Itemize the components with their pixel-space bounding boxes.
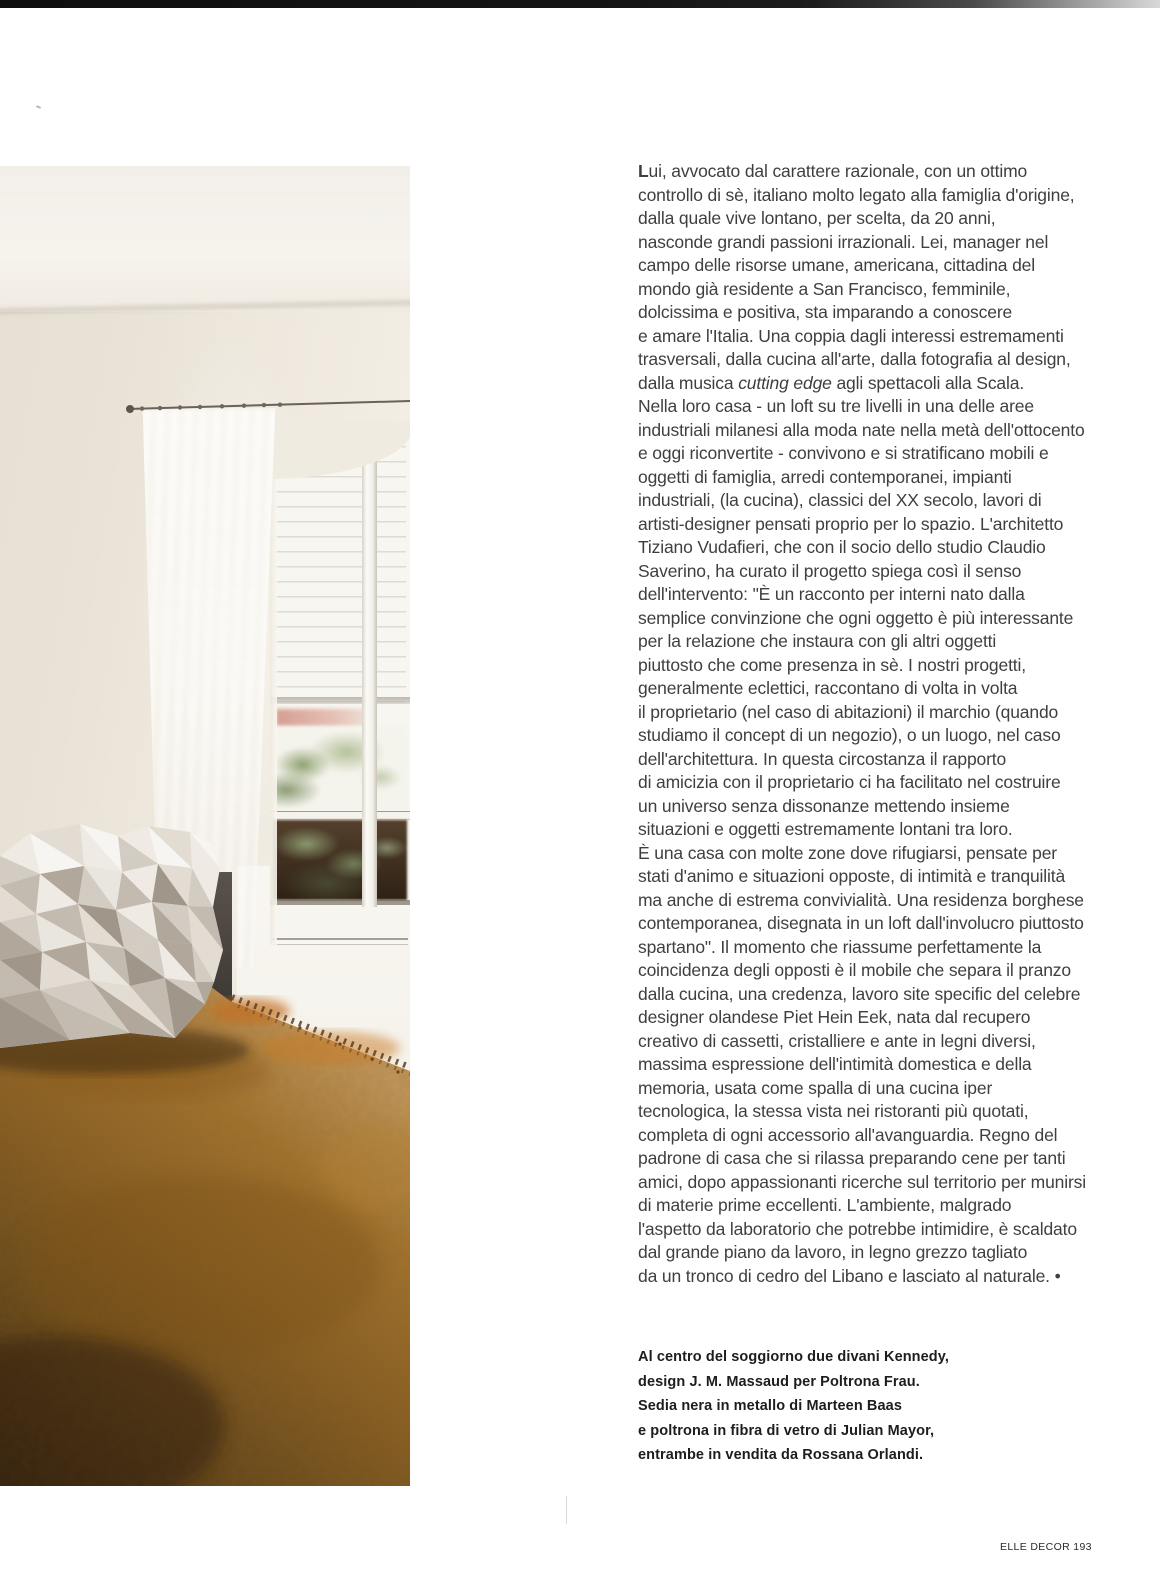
article-line: nasconde grandi passioni irrazionali. Lei, manager nel <box>638 231 1049 252</box>
caption-line: entrambe in vendita da Rossana Orlandi. <box>638 1447 924 1463</box>
text-segment: dalla musica <box>638 372 739 393</box>
article-line: il proprietario (nel caso di abitazioni) il marchio (quando <box>638 701 1059 722</box>
article-line: designer olandese Piet Hein Eek, nata dal recupero <box>638 1007 1031 1027</box>
photo-graphics <box>0 166 410 1486</box>
article-line: di materie prime eccellenti. L'ambiente, malgrado <box>638 1195 1012 1215</box>
article-line: Tiziano Vudafieri, che con il socio dello studio Claudio <box>638 537 1046 557</box>
article-line: industriali, (la cucina), classici del XX secolo, lavori di <box>638 490 1042 510</box>
footer-text: ELLE DECOR 193 <box>1000 1541 1092 1553</box>
article-line: dal grande piano da lavoro, in legno grezzo tagliato <box>638 1242 1028 1262</box>
article-line: stati d'animo e situazioni opposte, di intimità e tranquilità <box>638 866 1066 886</box>
page-footer <box>1000 1541 1092 1553</box>
article-line: amici, dopo appassionanti ricerche sul territorio per munirsi <box>638 1171 1086 1192</box>
article-line: trasversali, dalla cucina all'arte, dalla fotografia al design, <box>638 349 1071 369</box>
article-line: coincidenza degli opposti è il mobile che separa il pranzo <box>638 960 1071 980</box>
text-segment: cutting edge <box>738 372 832 393</box>
text-segment: ui, avvocato dal carattere razionale, con un ottimo <box>648 161 1028 181</box>
text-segment: L <box>638 161 649 181</box>
article-line: mondo già residente a San Francisco, femminile, <box>638 278 1011 299</box>
article-line: da un tronco di cedro del Libano e lasciato al naturale. • <box>638 1265 1061 1286</box>
article-line: dell'architettura. In questa circostanza il rapporto <box>638 748 1007 769</box>
article-body <box>638 160 1108 1288</box>
article-line: dalla quale vive lontano, per scelta, da 20 anni, <box>638 208 996 228</box>
article-line: semplice convinzione che ogni oggetto è più interessante <box>638 607 1074 628</box>
article-line: situazioni e oggetti estremamente lontani tra loro. <box>638 819 1013 839</box>
article-line: padrone di casa che si rilassa preparando cene per tanti <box>638 1148 1066 1168</box>
article-line: un universo senza dissonanze mettendo insieme <box>638 795 1010 816</box>
article-line: per la relazione che instaura con gli altri oggetti <box>638 631 997 651</box>
article-line: dalla cucina, una credenza, lavoro site specific del celebre <box>638 983 1081 1004</box>
article-line: tecnologica, la stessa vista nei ristoranti più quotati, <box>638 1101 1029 1121</box>
article-line: Saverino, ha curato il progetto spiega così il senso <box>638 560 1022 581</box>
article-line: industriali milanesi alla moda nate nella metà dell'ottocento <box>638 419 1085 440</box>
caption-line: e poltrona in fibra di vetro di Julian Mayor, <box>638 1422 935 1439</box>
article-line: campo delle risorse umane, americana, cittadina del <box>638 255 1036 275</box>
article-line: di amicizia con il proprietario ci ha facilitato nel costruire <box>638 772 1061 792</box>
article-line: massima espressione dell'intimità domestica e della <box>638 1054 1032 1074</box>
article-line: creativo di cassetti, cristalliere e ante in legni diversi, <box>638 1030 1036 1051</box>
article-line <box>638 160 1108 184</box>
article-line: e amare l'Italia. Una coppia dagli interessi estremamenti <box>638 325 1064 346</box>
article-line: È una casa con molte zone dove rifugiarsi, pensate per <box>638 842 1057 863</box>
caption-line <box>638 1468 1058 1493</box>
curtain-rod <box>126 401 410 413</box>
photo-caption <box>638 1345 1058 1492</box>
article-line: l'aspetto da laboratorio che potrebbe intimidire, è scaldato <box>638 1218 1077 1239</box>
article-line: memoria, usata come spalla di una cucina iper <box>638 1077 993 1098</box>
article-line: e oggi riconvertite - convivono e si stratificano mobili e <box>638 443 1049 463</box>
article-line: Nella loro casa - un loft su tre livelli in una delle aree <box>638 396 1034 416</box>
article-line: piuttosto che come presenza in sè. I nostri progetti, <box>638 654 1026 675</box>
article-line: dolcissima e positiva, sta imparando a conoscere <box>638 302 1013 322</box>
article-line: spartano". Il momento che riassume perfettamente la <box>638 936 1042 957</box>
caption-line: design J. M. Massaud per Poltrona Frau. <box>638 1373 920 1390</box>
article-line: completa di ogni accessorio all'avanguardia. Regno del <box>638 1124 1058 1145</box>
page-crease <box>566 1496 567 1524</box>
article-line: studiamo il concept di un negozio), o un luogo, nel caso <box>638 725 1061 745</box>
article-line <box>638 372 1108 396</box>
article-line: dell'intervento: "È un racconto per interni nato dalla <box>638 584 1025 604</box>
article-line: oggetti di famiglia, arredi contemporanei, impianti <box>638 466 1012 487</box>
article-line: contemporanea, disegnata in un loft dall'involucro piuttosto <box>638 913 1084 933</box>
top-bleed-bar <box>0 0 1160 8</box>
text-segment: agli spettacoli alla Scala. <box>831 372 1025 393</box>
article-line: ma anche di estrema convivialità. Una residenza borghese <box>638 889 1084 910</box>
article-line: controllo di sè, italiano molto legato alla famiglia d'origine, <box>638 184 1075 205</box>
article-line: generalmente eclettici, raccontano di volta in volta <box>638 678 1018 698</box>
scan-speck <box>36 105 41 109</box>
caption-line: Sedia nera in metallo di Marteen Baas <box>638 1398 902 1414</box>
article-line: artisti-designer pensati proprio per lo spazio. L'architetto <box>638 513 1064 534</box>
caption-line: Al centro del soggiorno due divani Kennedy, <box>638 1349 949 1365</box>
interior-photo <box>0 166 410 1486</box>
